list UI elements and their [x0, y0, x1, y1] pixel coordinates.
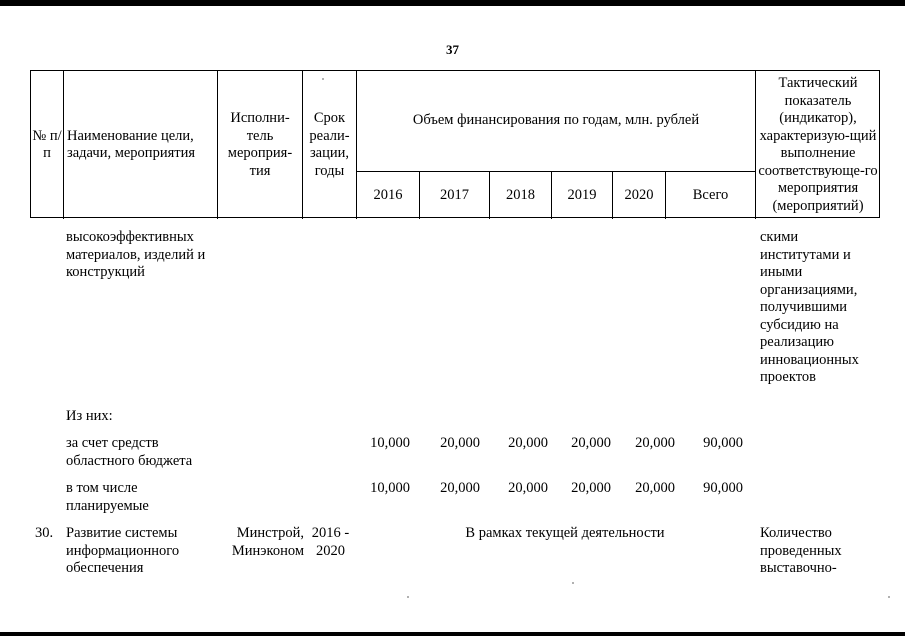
- header-funding: Объем финансирования по годам, млн. рублей: [412, 112, 700, 129]
- header-name: Наименование цели, задачи, мероприятия: [67, 127, 196, 161]
- bottom-border-line: [0, 632, 905, 636]
- page-number: 37: [446, 42, 459, 57]
- header-year-2020: 2020: [624, 186, 654, 203]
- header-year-2016: 2016: [373, 186, 403, 203]
- table-header: [30, 70, 880, 218]
- planned-2020: 20,000: [635, 480, 675, 496]
- header-year-2019: 2019: [567, 186, 597, 203]
- planned-label: в том числе планируемые: [66, 480, 149, 514]
- regional-2016: 10,000: [370, 435, 410, 451]
- planned-2016: 10,000: [370, 480, 410, 496]
- header-executor: Исполни-тель мероприя-тия: [227, 110, 293, 179]
- scan-speck: [407, 596, 409, 598]
- item-30-term: 2016 - 2020: [311, 525, 350, 559]
- item-30-executor: Минстрой, Минэконом: [231, 525, 304, 559]
- regional-2017: 20,000: [440, 435, 480, 451]
- regional-2020: 20,000: [635, 435, 675, 451]
- scan-speck: [322, 78, 324, 80]
- regional-2019: 20,000: [571, 435, 611, 451]
- header-year-2018: 2018: [506, 186, 535, 203]
- planned-total: 90,000: [703, 480, 743, 496]
- item-30-name: Развитие системы информационного обеспечения: [66, 525, 180, 576]
- item-30-funding-note: В рамках текущей деятельности: [465, 525, 665, 541]
- scan-speck: [572, 582, 574, 584]
- top-border-line: [0, 0, 905, 6]
- regional-2018: 20,000: [508, 435, 548, 451]
- planned-2019: 20,000: [571, 480, 611, 496]
- header-indicator: Тактический показатель (индикатор), характеризую-щий выполнение соответствующе-го мероприятия (мероприятий): [758, 75, 878, 214]
- of-them-label: Из них:: [66, 408, 113, 424]
- scan-speck: [888, 596, 890, 598]
- continued-indicator-text: скими институтами и иными организациями, получившими субсидию на реализацию инновационных проектов: [760, 229, 859, 385]
- regional-total: 90,000: [703, 435, 743, 451]
- planned-2018: 20,000: [508, 480, 548, 496]
- header-number: № п/п: [32, 127, 62, 161]
- continued-name-text: высокоэффективных материалов, изделий и конструкций: [66, 229, 206, 280]
- planned-2017: 20,000: [440, 480, 480, 496]
- header-total: Всего: [692, 186, 729, 203]
- regional-budget-label: за счет средств областного бюджета: [66, 435, 193, 469]
- item-30-indicator: Количество проведенных выставочно-: [760, 525, 842, 576]
- header-year-2017: 2017: [440, 186, 469, 203]
- header-term: Срок реали-зации, годы: [309, 110, 350, 179]
- item-30-number: 30.: [35, 525, 54, 541]
